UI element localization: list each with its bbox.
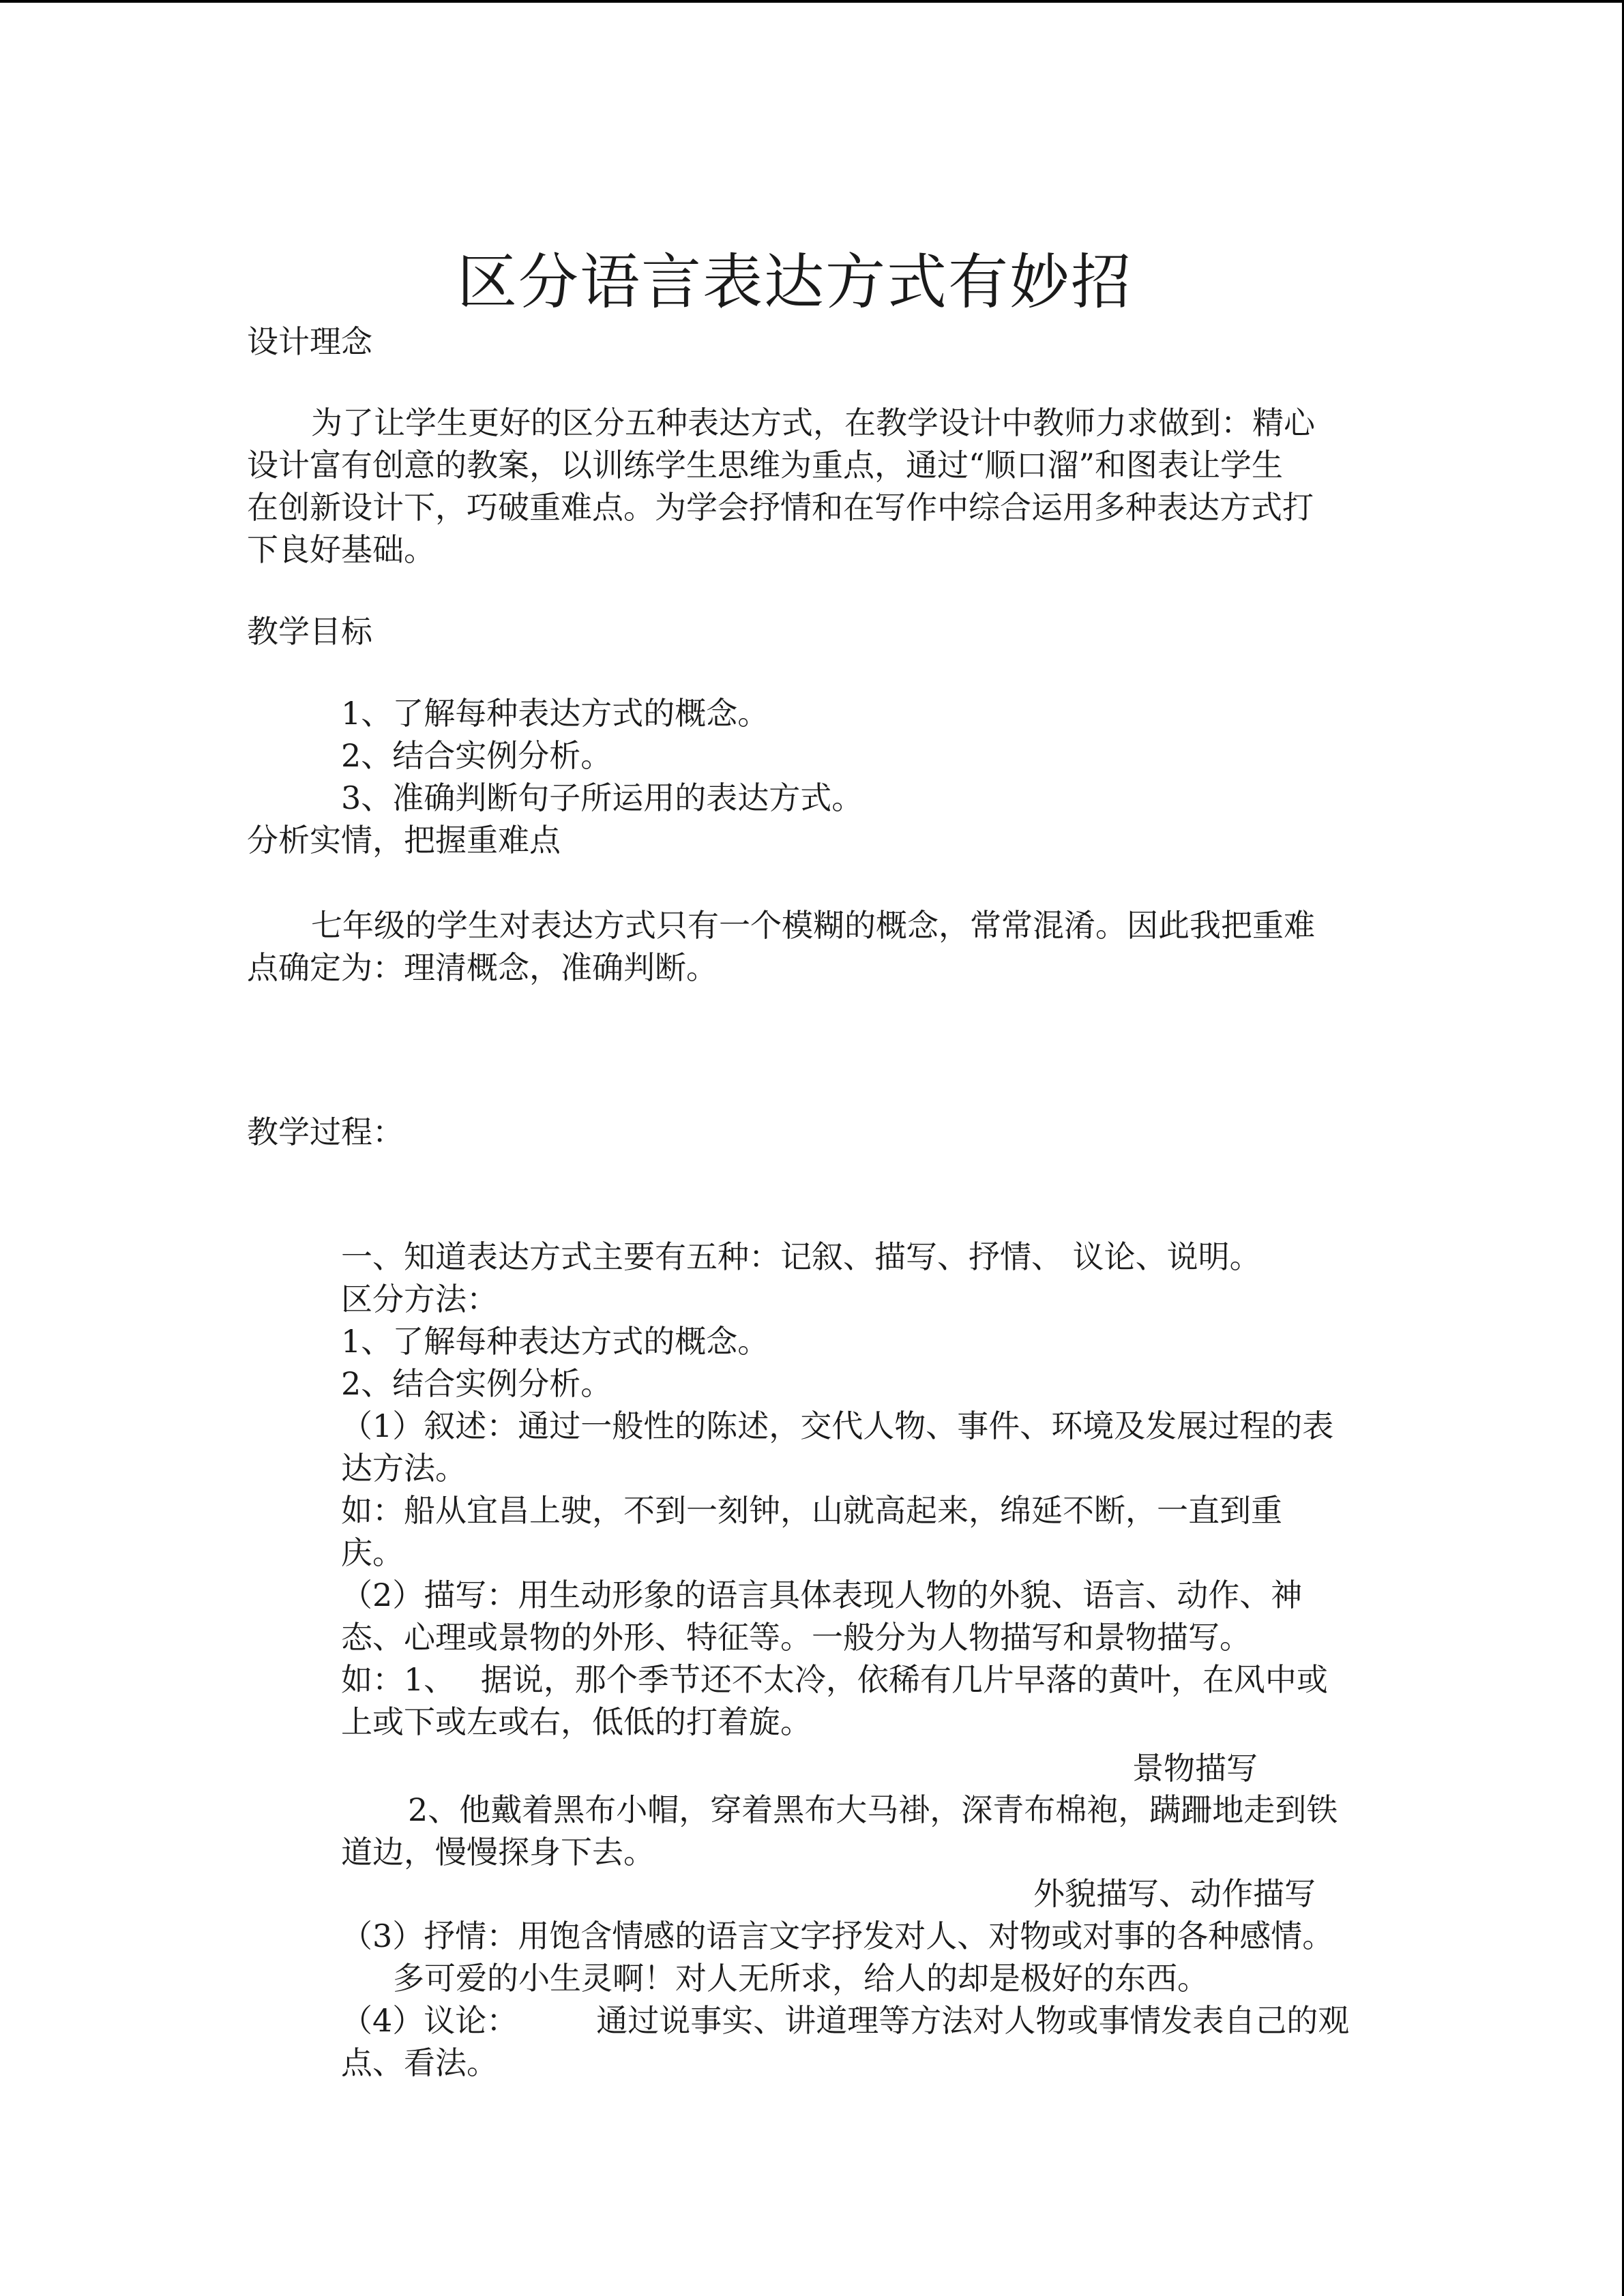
design-concept-line: 为了让学生更好的区分五种表达方式，在教学设计中教师力求做到：精心 [311,404,1315,441]
analysis-line: 点确定为：理清概念，准确判断。 [247,949,718,986]
process-line: 1、了解每种表达方式的概念。 [341,1323,769,1360]
process-line: 如：船从宜昌上驶，不到一刻钟，山就高起来，绵延不断，一直到重 [341,1492,1282,1529]
section-heading-teaching-goals: 教学目标 [247,613,372,650]
process-line: 庆。 [341,1534,404,1571]
page-top-border [0,0,1624,3]
teaching-goal-item: 3、准确判断句子所运用的表达方式。 [341,779,863,816]
teaching-goal-item: 1、了解每种表达方式的概念。 [341,695,769,732]
page-title: 区分语言表达方式有妙招 [456,246,1132,317]
process-line: 上或下或左或右，低低的打着旋。 [341,1703,812,1740]
design-concept-line: 下良好基础。 [247,531,435,568]
process-line: 态、心理或景物的外形、特征等。一般分为人物描写和景物描写。 [341,1619,1251,1656]
section-heading-analysis: 分析实情，把握重难点 [247,822,561,859]
process-line: 达方法。 [341,1450,467,1487]
section-heading-design-concept: 设计理念 [247,323,372,360]
process-line: 多可爱的小生灵啊！对人无所求，给人的却是极好的东西。 [393,1960,1209,1997]
process-line: 点、看法。 [341,2044,498,2081]
process-line: 区分方法： [341,1281,498,1317]
process-line: 2、结合实例分析。 [341,1365,612,1402]
process-line: 2、他戴着黑布小帽，穿着黑布大马褂，深青布棉袍，蹒跚地走到铁 [408,1791,1338,1828]
process-line: 道边，慢慢探身下去。 [341,1834,655,1870]
process-line: 一、知道表达方式主要有五种：记叙、描写、抒情、 议论、说明。 [341,1238,1261,1275]
section-heading-process: 教学过程： [247,1114,404,1150]
design-concept-line: 在创新设计下，巧破重难点。为学会抒情和在写作中综合运用多种表达方式打 [247,489,1314,526]
process-line: 如：1、 据说，那个季节还不太冷，依稀有几片早落的黄叶，在风中或 [341,1661,1328,1698]
process-line: （1）叙述：通过一般性的陈述，交代人物、事件、环境及发展过程的表 [341,1407,1334,1444]
process-annotation: 外貌描写、动作描写 [1033,1875,1316,1912]
process-line: （3）抒情：用饱含情感的语言文字抒发对人、对物或对事的各种感情。 [341,1918,1334,1954]
design-concept-line: 设计富有创意的教案，以训练学生思维为重点，通过“顺口溜”和图表让学生 [247,447,1284,483]
process-annotation: 景物描写 [1132,1750,1258,1787]
teaching-goal-item: 2、结合实例分析。 [341,737,612,774]
analysis-line: 七年级的学生对表达方式只有一个模糊的概念，常常混淆。因此我把重难 [311,907,1315,944]
process-line: （2）描写：用生动形象的语言具体表现人物的外貌、语言、动作、神 [341,1577,1303,1613]
process-line: （4）议论： 通过说事实、讲道理等方法对人物或事情发表自己的观 [341,2002,1350,2039]
